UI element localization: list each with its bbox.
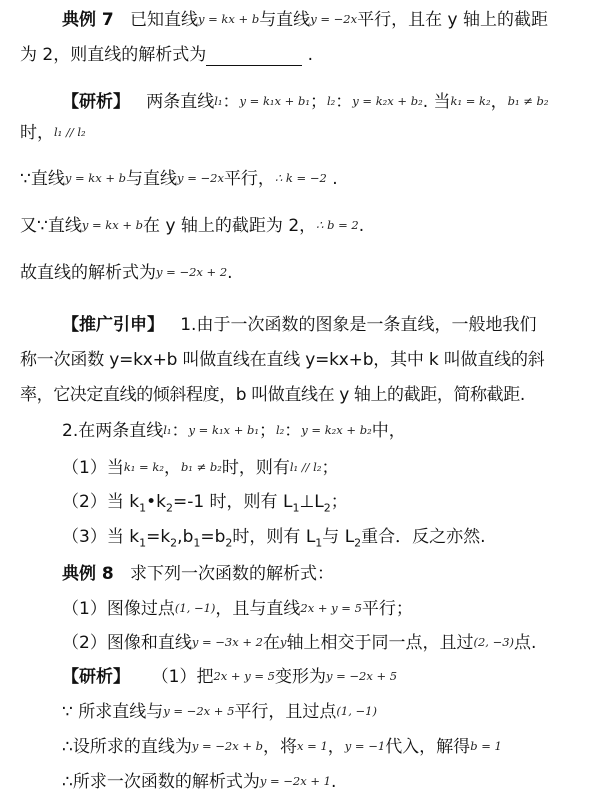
text: 变形为 [274,667,326,687]
math: y = k₁x + b₁ [239,94,310,108]
math: (2, −3) [473,635,515,649]
text: . [330,772,337,792]
text: ； [321,458,339,478]
text: （1）图像过点 [62,599,175,619]
subscript: 1 [193,536,201,550]
text: ： [222,92,240,112]
text: 时，则有 [221,458,290,478]
subscript: 2 [354,536,362,550]
text: 率，它决定直线的倾斜程度，b 叫做直线在 y 轴上的截距，简称截距. [20,385,525,405]
text: 与直线 [259,10,311,30]
text: =b [200,527,226,547]
math: y = −3x + 2 [191,635,263,649]
analysis2-line2 [62,701,377,724]
analysis-tag: 【研析】 [62,92,130,112]
text: ,b [177,527,194,547]
text: ， [163,458,181,478]
math: b₁ ≠ b₂ [507,94,549,108]
text: 点. [514,633,537,653]
extension-p2 [20,349,545,371]
text: ； [258,421,276,441]
text: ∵ 所求直线与 [62,702,164,722]
math: l₂ [275,423,285,437]
math: y = −2x + 5 [163,704,235,718]
text: ， [490,92,508,112]
text: 轴上相交于同一点，且过 [286,633,474,653]
math: l₁ // l₂ [54,125,86,139]
math: l₁ // l₂ [289,460,322,474]
math: l₁ [214,94,223,108]
example7-line1 [62,9,548,32]
text: ∵直线 [20,169,65,189]
text: ： [335,92,353,112]
text: 在 [262,633,280,653]
text: 与 L [322,527,355,547]
text: •k [146,492,166,512]
math: (1, −1) [336,704,377,718]
text: 平行，且在 y 轴上的截距 [357,10,548,30]
text: 2.在两条直线 [62,421,164,441]
subscript: 1 [292,501,300,515]
math: ∴ k = −2 [274,171,327,185]
step2-line [20,215,364,238]
math: b = 1 [470,739,502,753]
math: 2x + y = 5 [300,601,362,615]
text: 已知直线 [129,10,198,30]
text: （1）当 [62,458,124,478]
text: 1.由于一次函数的图象是一条直线，一般地我们 [180,315,537,335]
text: ，将 [263,737,298,757]
text: （2）当 k [62,492,140,512]
text: =-1 时，则有 L [172,492,293,512]
text: . [307,45,314,65]
text: =k [146,527,171,547]
math: x = 1 [297,739,328,753]
math: b₁ ≠ b₂ [180,460,222,474]
text: 平行， [223,169,275,189]
text: 称一次函数 y=kx+b 叫做直线在直线 y=kx+b，其中 k 叫做直线的斜 [20,350,545,370]
subscript: 1 [139,501,147,515]
text: ； [309,92,327,112]
math: y = −2x [177,171,224,185]
extension-p1 [62,314,536,336]
math: k₁ = k₂ [450,94,491,108]
text: 在 y 轴上的截距为 2， [143,216,317,236]
text: 与直线 [126,169,178,189]
math: y = −2x + 5 [325,669,398,683]
math: l₁ [163,423,172,437]
text: ∴设所求的直线为 [62,737,192,757]
math: y = k₁x + b₁ [188,423,259,437]
step3-line [20,262,233,285]
math: (1, −1) [174,601,216,615]
text: 求下列一次函数的解析式： [129,564,334,584]
extension-p3 [20,384,525,406]
analysis2-line1 [62,666,397,689]
step1-line [20,168,338,191]
text: 两条直线 [146,92,215,112]
math: 2x + y = 5 [213,669,275,683]
extension-case3 [62,526,486,554]
text: 中， [371,421,406,441]
text: ， [327,737,345,757]
subscript: 2 [170,536,178,550]
math: y = −2x + 2 [156,265,228,279]
text: . [358,216,365,236]
text: ； [330,492,348,512]
math: y = k₂x + b₂ [352,94,423,108]
text: （2）图像和直线 [62,633,192,653]
text: （1）把 [151,667,214,687]
math: y = −1 [344,739,386,753]
example8-q2 [62,632,536,655]
text: ： [284,421,302,441]
subscript: 1 [315,536,323,550]
text: 代入，解得 [385,737,471,757]
extension-tag: 【推广引申】 [62,315,164,335]
text: 又∵直线 [20,216,82,236]
subscript: 1 [139,536,147,550]
analysis-tag: 【研析】 [62,667,130,687]
text: （3）当 k [62,527,140,547]
example7-line2 [20,44,313,66]
text: ∴所求一次函数的解析式为 [62,772,260,792]
text: 为 2，则直线的解析式为 [20,45,207,65]
analysis1-line1 [62,91,549,114]
analysis2-line3 [62,736,502,759]
text: ⊥L [299,492,324,512]
math: y [279,635,287,649]
extension-case1 [62,457,338,480]
math: y = kx + b [81,218,144,232]
math: y = kx + b [197,12,260,26]
text: 平行； [361,599,413,619]
text: ： [171,421,189,441]
analysis1-line2 [20,122,86,145]
answer-blank [206,49,302,66]
extension-case2 [62,491,348,519]
math: l₂ [326,94,336,108]
math: y = k₂x + b₂ [301,423,372,437]
example8-line [62,563,334,585]
subscript: 2 [225,536,233,550]
text: 时，则有 L [232,527,316,547]
text: 平行，且过点 [234,702,337,722]
math: y = −2x + 1 [259,774,331,788]
subscript: 2 [165,501,173,515]
analysis2-line4 [62,771,336,794]
extension-p4 [62,420,406,443]
math: y = −2x [310,12,358,26]
example8-q1 [62,598,413,621]
math: y = −2x + b [191,739,264,753]
example7-title: 典例 7 [62,10,114,30]
math: y = kx + b [64,171,127,185]
math: ∴ b = 2 [316,218,359,232]
text: 时， [20,123,54,143]
text: 故直线的解析式为 [20,263,156,283]
subscript: 2 [323,501,331,515]
text: . [227,263,233,283]
math: k₁ = k₂ [123,460,164,474]
text: ，且与直线 [215,599,301,619]
text: . [332,169,338,189]
text: . 当 [422,92,451,112]
text: 重合．反之亦然. [361,527,486,547]
example8-title: 典例 8 [62,564,114,584]
